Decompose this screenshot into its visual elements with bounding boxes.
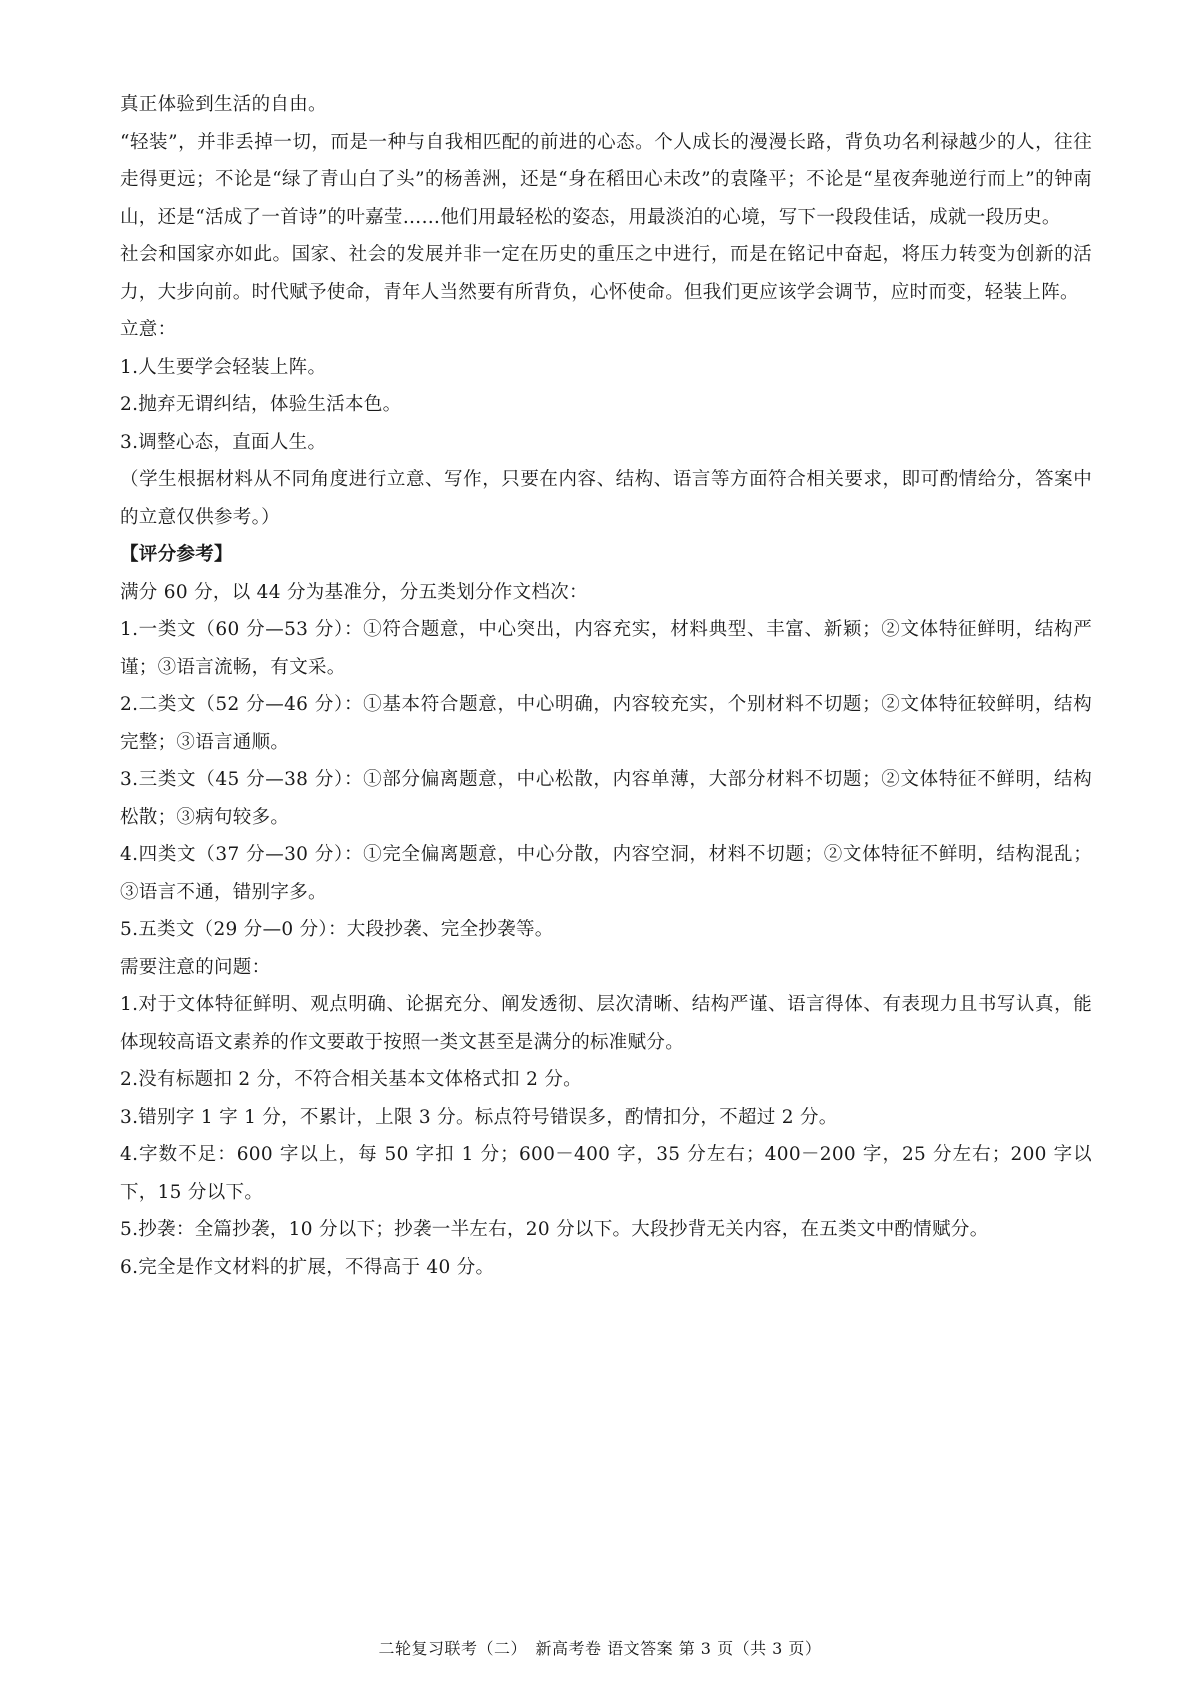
note-item-5: 5.抄袭：全篇抄袭，10 分以下；抄袭一半左右，20 分以下。大段抄背无关内容，在五类文中酌情赋分。 — [120, 1219, 989, 1240]
note-item-6: 6.完全是作文材料的扩展，不得高于 40 分。 — [120, 1256, 495, 1278]
scoring-level-3: 3.三类文（45 分—38 分）：①部分偏离题意，中心松散，内容单薄，大部分材料不切题；②文体特征不鲜明，结构松散；③病句较多。 — [120, 769, 1092, 828]
scoring-level-5: 5.五类文（29 分—0 分）：大段抄袭、完全抄袭等。 — [120, 919, 554, 940]
note-item-4: 4.字数不足：600 字以上，每 50 字扣 1 分；600－400 字，35 分左右；400－200 字，25 分左右；200 字以下，15 分以下。 — [120, 1144, 1092, 1203]
page-footer: 二轮复习联考（二） 新高考卷 语文答案 第 3 页（共 3 页） — [378, 1639, 822, 1658]
paragraph-society: 社会和国家亦如此。国家、社会的发展并非一定在历史的重压之中进行，而是在铭记中奋起，将压力转变为创新的活力，大步向前。时代赋予使命，青年人当然要有所背负，心怀使命。但我们更应该学会调节，应时而变，轻装上阵。 — [120, 244, 1092, 303]
notes-heading: 需要注意的问题： — [120, 956, 271, 978]
scoring-heading: 【评分参考】 — [120, 544, 233, 565]
scoring-level-2: 2.二类文（52 分—46 分）：①基本符合题意，中心明确，内容较充实，个别材料不切题；②文体特征较鲜明，结构完整；③语言通顺。 — [120, 694, 1092, 753]
note-item-3: 3.错别字 1 字 1 分，不累计，上限 3 分。标点符号错误多，酌情扣分，不超过 2 分。 — [120, 1106, 838, 1128]
theme-item-2: 2.抛弃无谓纠结，体验生活本色。 — [120, 394, 402, 415]
note-item-1: 1.对于文体特征鲜明、观点明确、论据充分、阐发透彻、层次清晰、结构严谨、语言得体、有表现力且书写认真，能体现较高语文素养的作文要敢于按照一类文甚至是满分的标准赋分。 — [120, 994, 1092, 1053]
theme-note: （学生根据材料从不同角度进行立意、写作，只要在内容、结构、语言等方面符合相关要求，即可酌情给分，答案中的立意仅供参考。） — [120, 469, 1092, 528]
theme-item-1: 1.人生要学会轻装上阵。 — [120, 356, 327, 378]
scoring-level-4: 4.四类文（37 分—30 分）：①完全偏离题意，中心分散，内容空洞，材料不切题；②文体特征不鲜明，结构混乱；③语言不通，错别字多。 — [120, 844, 1092, 903]
document-body — [120, 86, 1092, 1286]
theme-heading: 立意： — [120, 319, 177, 340]
paragraph-light-pack: “轻装”，并非丢掉一切，而是一种与自我相匹配的前进的心态。个人成长的漫漫长路，背负功名利禄越少的人，往往走得更远；不论是“绿了青山白了头”的杨善洲，还是“身在稻田心未改”的袁隆平；不论是“星夜奔驰逆行而上”的钟南山，还是“活成了一首诗”的叶嘉莹……他们用最轻松的姿态，用最淡泊的心境，写下一段段佳话，成就一段历史。 — [120, 131, 1092, 228]
note-item-2: 2.没有标题扣 2 分，不符合相关基本文体格式扣 2 分。 — [120, 1069, 582, 1090]
theme-item-3: 3.调整心态，直面人生。 — [120, 431, 327, 453]
scoring-level-1: 1.一类文（60 分—53 分）：①符合题意，中心突出，内容充实，材料典型、丰富、新颖；②文体特征鲜明，结构严谨；③语言流畅，有文采。 — [120, 619, 1092, 678]
scoring-intro: 满分 60 分，以 44 分为基准分，分五类划分作文档次： — [120, 581, 588, 603]
paragraph-intro-end: 真正体验到生活的自由。 — [120, 94, 327, 115]
